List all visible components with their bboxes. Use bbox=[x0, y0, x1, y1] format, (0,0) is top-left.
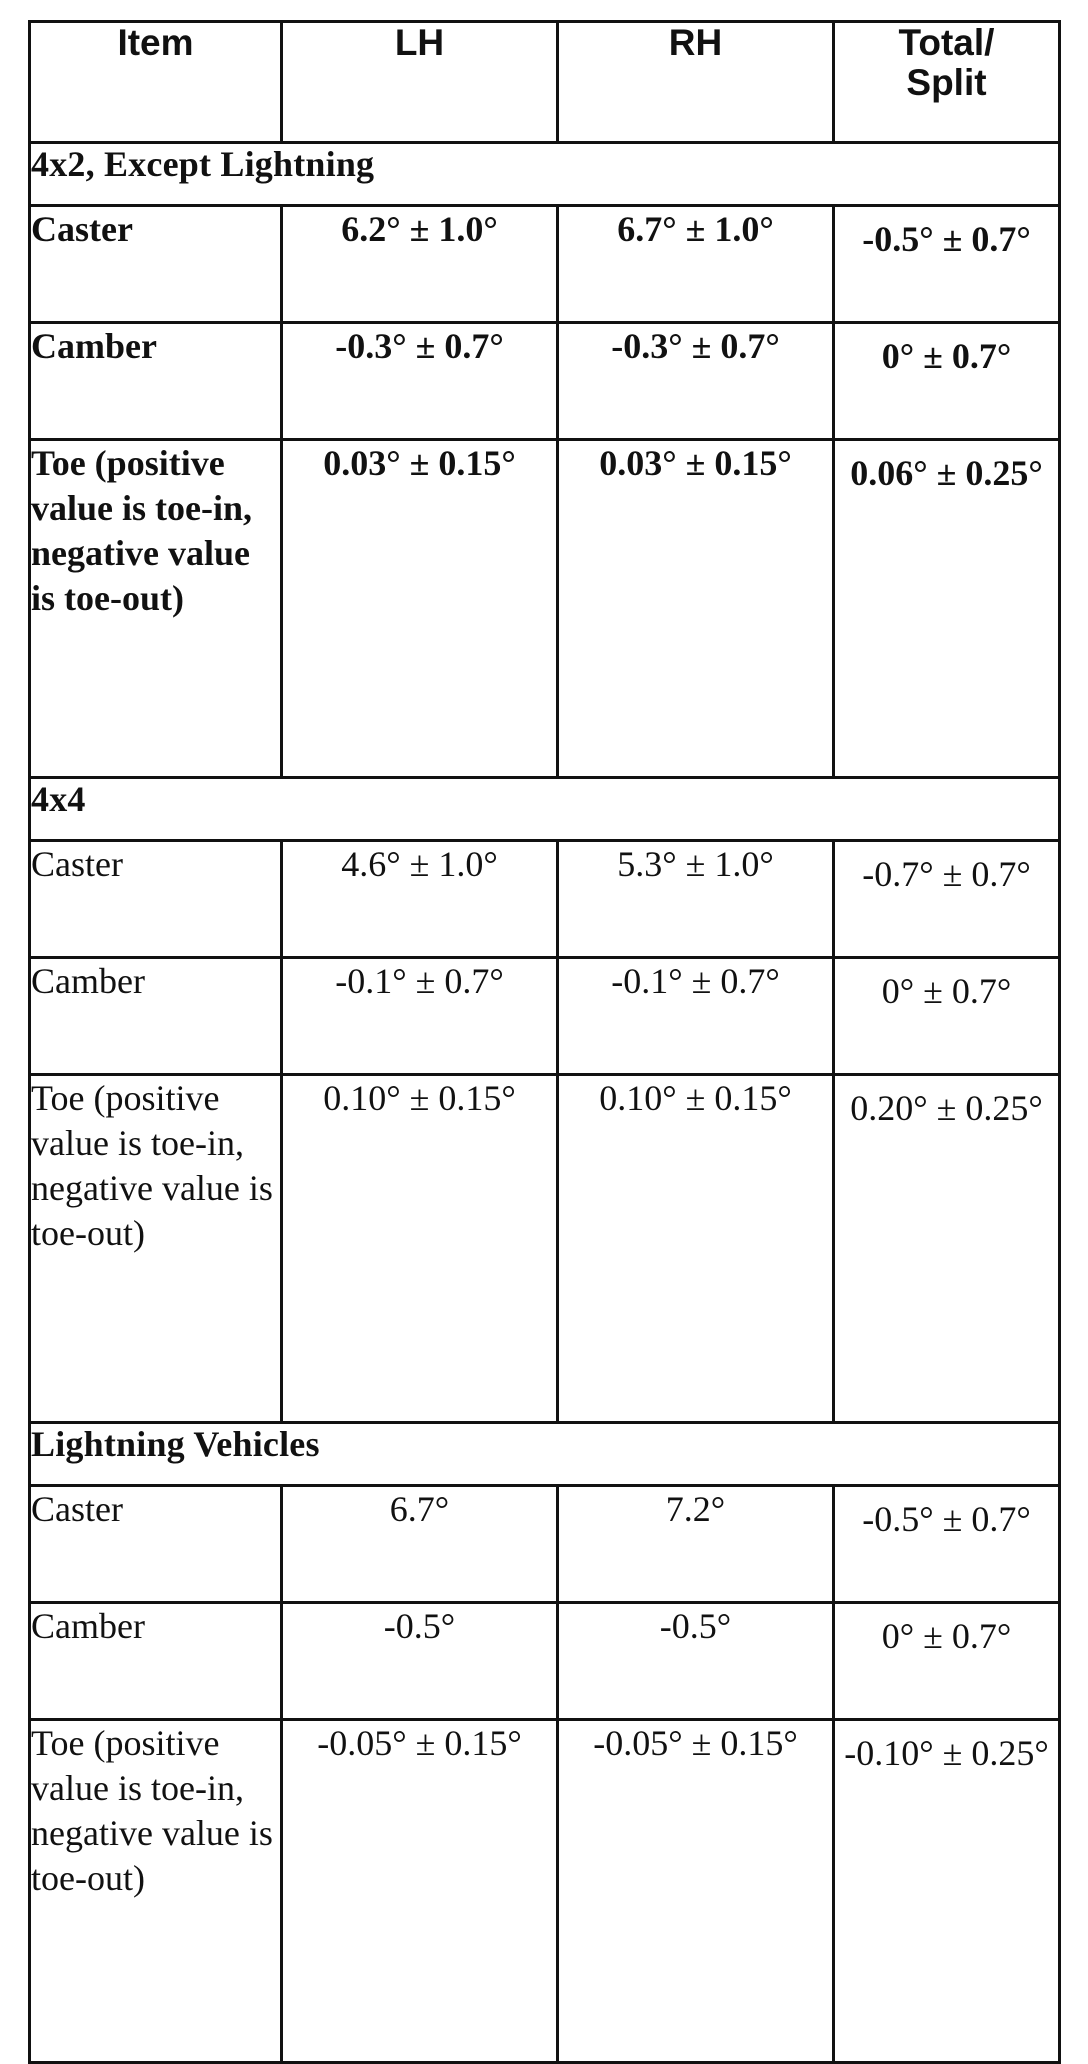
header-row bbox=[30, 22, 1060, 143]
row-total: -0.7° ± 0.7° bbox=[834, 841, 1060, 958]
row-item: Camber bbox=[30, 323, 282, 440]
header-total-line2: Split bbox=[906, 62, 987, 103]
alignment-spec-table bbox=[28, 20, 1061, 2064]
row-rh: -0.5° bbox=[558, 1603, 834, 1720]
row-lh: 0.10° ± 0.15° bbox=[282, 1075, 558, 1423]
table-row bbox=[30, 1720, 1060, 2063]
section-row bbox=[30, 778, 1060, 841]
row-lh: 4.6° ± 1.0° bbox=[282, 841, 558, 958]
row-item: Caster bbox=[30, 206, 282, 323]
row-rh: -0.05° ± 0.15° bbox=[558, 1720, 834, 2063]
row-lh: -0.5° bbox=[282, 1603, 558, 1720]
header-item: Item bbox=[30, 22, 282, 143]
table-row bbox=[30, 1486, 1060, 1603]
header-lh: LH bbox=[282, 22, 558, 143]
row-item: Camber bbox=[30, 958, 282, 1075]
table-row bbox=[30, 958, 1060, 1075]
table-row bbox=[30, 1075, 1060, 1423]
row-total: 0° ± 0.7° bbox=[834, 1603, 1060, 1720]
row-total: -0.5° ± 0.7° bbox=[834, 206, 1060, 323]
row-rh: 5.3° ± 1.0° bbox=[558, 841, 834, 958]
header-rh: RH bbox=[558, 22, 834, 143]
row-rh: 6.7° ± 1.0° bbox=[558, 206, 834, 323]
header-total-split bbox=[834, 22, 1060, 143]
row-item: Caster bbox=[30, 1486, 282, 1603]
section-title: 4x4 bbox=[30, 778, 1060, 841]
row-rh: 0.10° ± 0.15° bbox=[558, 1075, 834, 1423]
alignment-spec-sheet bbox=[28, 20, 1058, 2064]
section-row bbox=[30, 143, 1060, 206]
row-total: -0.10° ± 0.25° bbox=[834, 1720, 1060, 2063]
row-total: -0.5° ± 0.7° bbox=[834, 1486, 1060, 1603]
row-item: Toe (positive value is toe-in, negative value is toe-out) bbox=[30, 1720, 282, 2063]
table-row bbox=[30, 206, 1060, 323]
row-total: 0° ± 0.7° bbox=[834, 958, 1060, 1075]
section-title: Lightning Vehicles bbox=[30, 1423, 1060, 1486]
row-lh: -0.3° ± 0.7° bbox=[282, 323, 558, 440]
row-total: 0.20° ± 0.25° bbox=[834, 1075, 1060, 1423]
row-item: Toe (positive value is toe-in, negative value is toe-out) bbox=[30, 440, 282, 778]
section-row bbox=[30, 1423, 1060, 1486]
row-total: 0.06° ± 0.25° bbox=[834, 440, 1060, 778]
table-row bbox=[30, 323, 1060, 440]
row-rh: -0.3° ± 0.7° bbox=[558, 323, 834, 440]
row-item: Camber bbox=[30, 1603, 282, 1720]
row-lh: 6.7° bbox=[282, 1486, 558, 1603]
row-item: Toe (positive value is toe-in, negative value is toe-out) bbox=[30, 1075, 282, 1423]
row-rh: -0.1° ± 0.7° bbox=[558, 958, 834, 1075]
section-title: 4x2, Except Lightning bbox=[30, 143, 1060, 206]
row-lh: -0.05° ± 0.15° bbox=[282, 1720, 558, 2063]
table-row bbox=[30, 440, 1060, 778]
row-lh: 0.03° ± 0.15° bbox=[282, 440, 558, 778]
row-total: 0° ± 0.7° bbox=[834, 323, 1060, 440]
table-row bbox=[30, 1603, 1060, 1720]
table-row bbox=[30, 841, 1060, 958]
row-lh: 6.2° ± 1.0° bbox=[282, 206, 558, 323]
row-rh: 7.2° bbox=[558, 1486, 834, 1603]
header-total-line1: Total/ bbox=[898, 22, 995, 63]
row-lh: -0.1° ± 0.7° bbox=[282, 958, 558, 1075]
row-item: Caster bbox=[30, 841, 282, 958]
row-rh: 0.03° ± 0.15° bbox=[558, 440, 834, 778]
